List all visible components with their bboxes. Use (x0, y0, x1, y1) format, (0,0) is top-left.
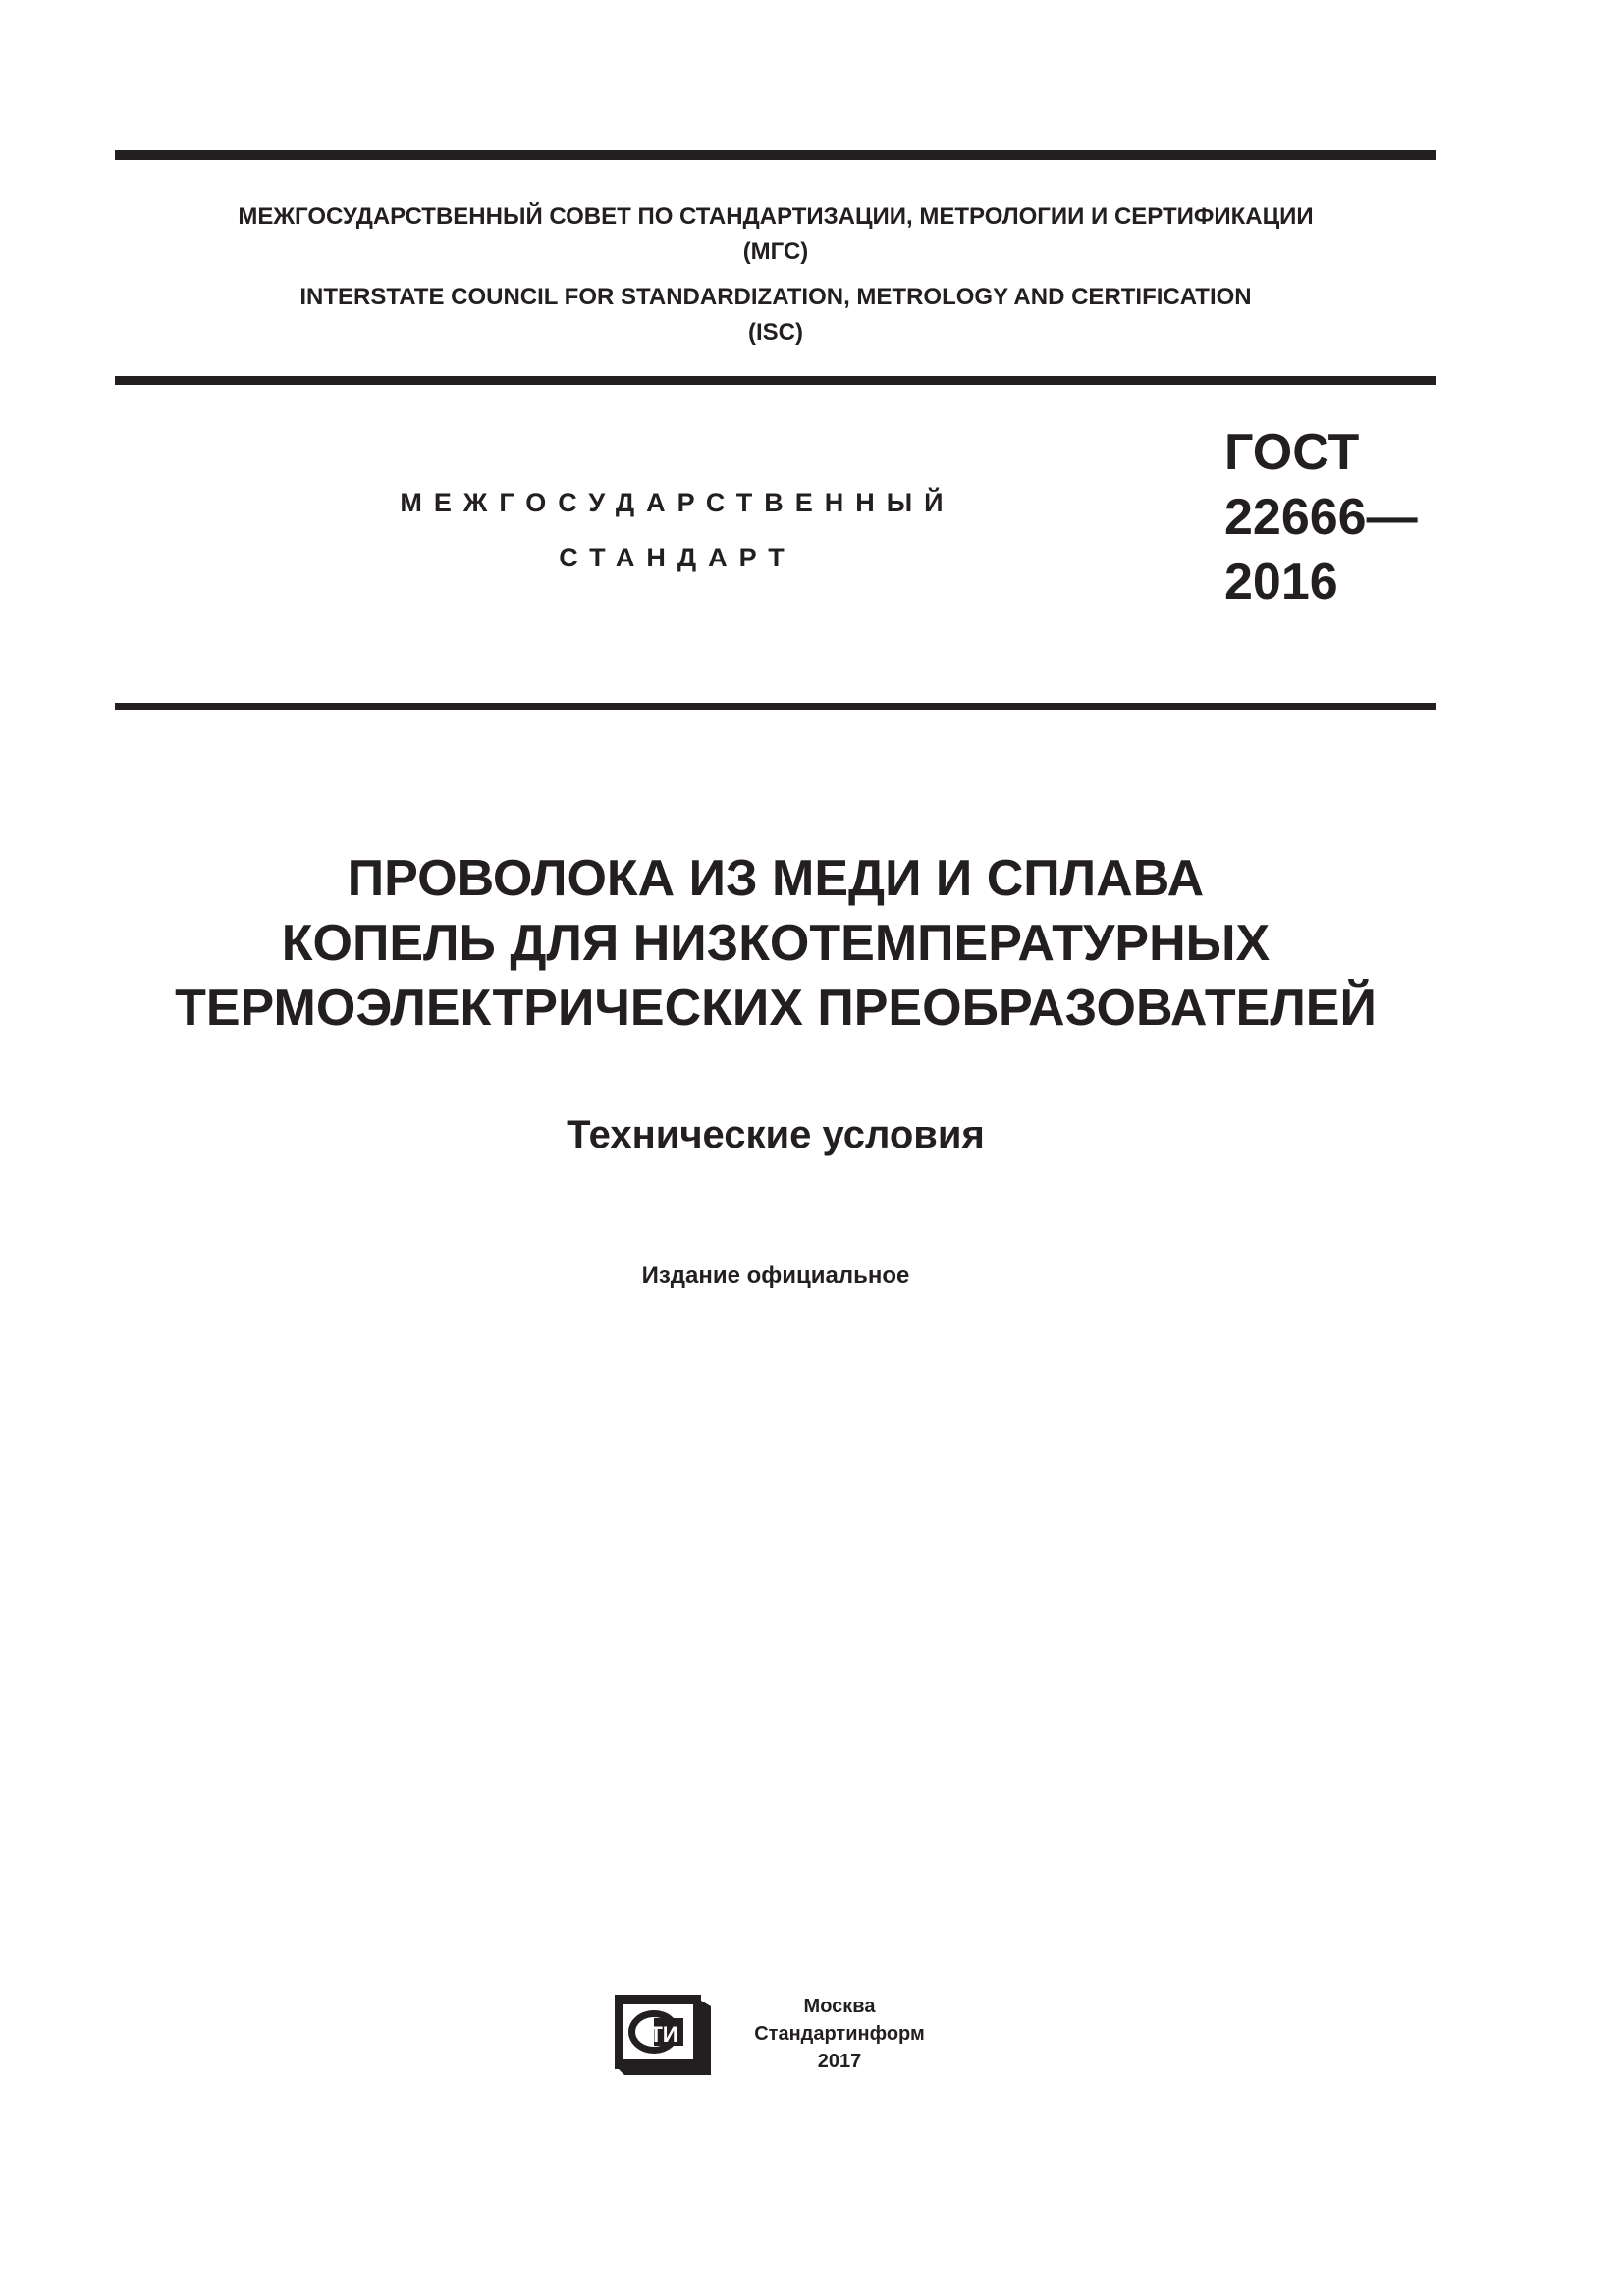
standard-kind-line2: СТАНДАРТ (559, 543, 796, 572)
standard-kind (373, 475, 982, 585)
publisher-block (727, 1993, 952, 2075)
title-line3: ТЕРМОЭЛЕКТРИЧЕСКИХ ПРЕОБРАЗОВАТЕЛЕЙ (175, 980, 1377, 1037)
designation-year: 2016 (1224, 554, 1338, 611)
document-subtitle: Технические условия (567, 1113, 985, 1156)
council-name-en: INTERSTATE COUNCIL FOR STANDARDIZATION, METROLOGY AND CERTIFICATION (299, 284, 1252, 310)
standard-kind-line1: МЕЖГОСУДАРСТВЕННЫЙ (400, 488, 955, 517)
designation-prefix: ГОСТ (1224, 424, 1360, 481)
publisher-year: 2017 (817, 2051, 862, 2072)
title-line2: КОПЕЛЬ ДЛЯ НИЗКОТЕМПЕРАТУРНЫХ (281, 915, 1271, 972)
publisher-name: Стандартинформ (754, 2023, 925, 2045)
bottom-rule (115, 703, 1436, 710)
title-line1: ПРОВОЛОКА ИЗ МЕДИ И СПЛАВА (347, 850, 1205, 907)
standartinform-logo-icon (615, 1995, 711, 2075)
svg-text:ТИ: ТИ (649, 2022, 678, 2047)
publisher-city: Москва (803, 1996, 876, 2017)
middle-rule (115, 376, 1436, 385)
council-header (115, 199, 1436, 350)
council-abbr-ru: (МГС) (742, 239, 809, 265)
council-abbr-en: (ISC) (748, 319, 803, 346)
designation-number: 22666— (1224, 489, 1418, 546)
document-title (115, 846, 1436, 1041)
standard-designation (1224, 420, 1418, 614)
edition-note: Издание официальное (641, 1262, 910, 1289)
top-rule (115, 150, 1436, 160)
council-name-ru: МЕЖГОСУДАРСТВЕННЫЙ СОВЕТ ПО СТАНДАРТИЗАЦИИ, МЕТРОЛОГИИ И СЕРТИФИКАЦИИ (238, 203, 1314, 230)
